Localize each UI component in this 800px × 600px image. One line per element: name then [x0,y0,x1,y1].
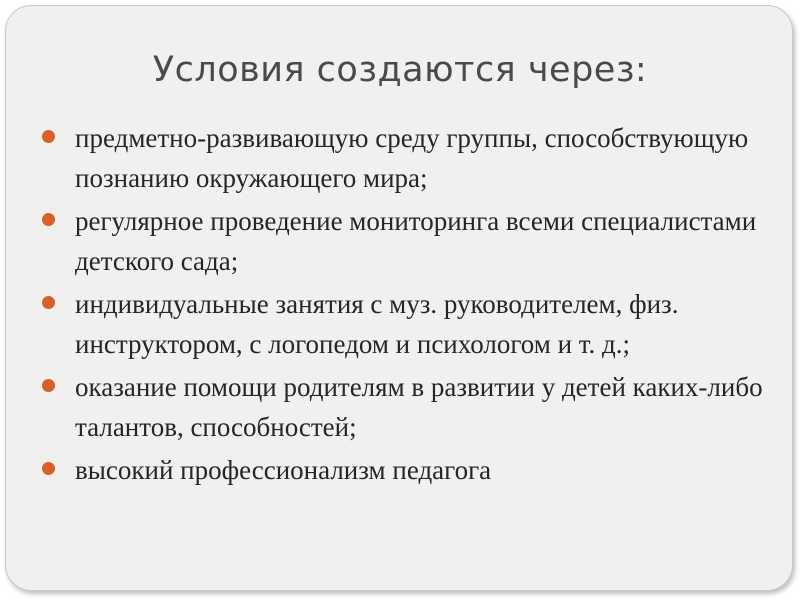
list-item-text: предметно-развивающую среду группы, способствующую познанию окружающего мира; [75,123,749,193]
list-item [42,284,772,364]
list-item-text: оказание помощи родителям в развитии у детей каких-либо талантов, способностей; [75,372,763,442]
list-item [42,118,772,198]
slide-title: Условия создаются через: [152,50,648,90]
bullet-dot-icon [42,130,55,143]
bullet-dot-icon [42,213,55,226]
list-item [42,367,772,447]
list-item-text: регулярное проведение мониторинга всеми специалистами детского сада; [75,206,757,276]
list-item [42,450,772,490]
list-item-text: индивидуальные занятия с муз. руководителем, физ. инструктором, с логопедом и психологом и т. д.; [75,289,679,359]
bullet-dot-icon [42,296,55,309]
bullet-list [42,118,772,493]
bullet-dot-icon [42,379,55,392]
list-item-text: высокий профессионализм педагога [75,455,492,485]
list-item [42,201,772,281]
bullet-dot-icon [42,462,55,475]
